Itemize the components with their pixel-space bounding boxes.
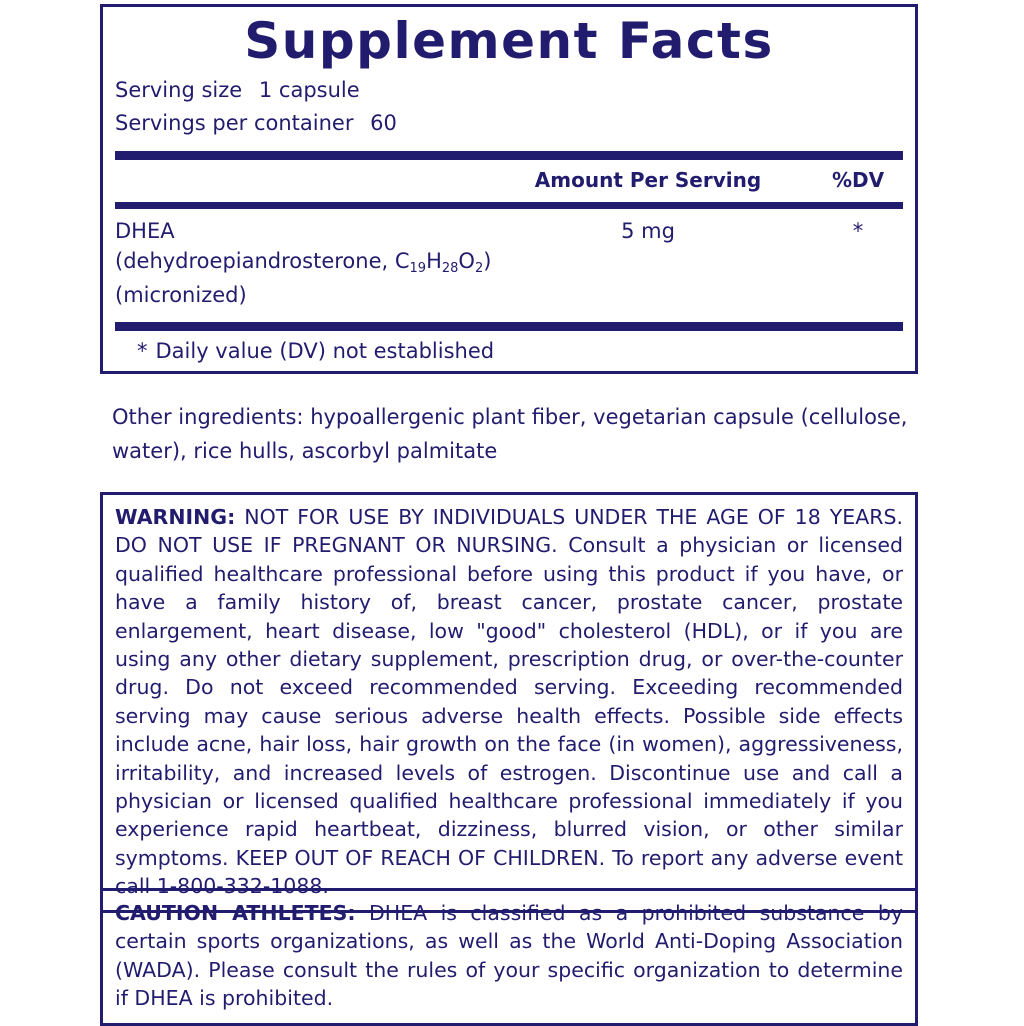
supplement-facts-panel	[100, 4, 918, 374]
chem-sub-1: 19	[409, 260, 427, 276]
nutrient-form: (micronized)	[115, 283, 247, 308]
serving-size-label: Serving size	[115, 77, 243, 102]
column-header-amount: Amount Per Serving	[534, 167, 762, 192]
footnote-star: *	[137, 338, 148, 363]
column-headers	[115, 160, 903, 198]
panel-title: Supplement Facts	[244, 12, 774, 70]
warning-box	[100, 492, 918, 913]
warning-lead: WARNING:	[115, 505, 236, 529]
table-row	[115, 209, 903, 243]
nutrient-dv: *	[852, 218, 864, 243]
column-header-dv: %DV	[831, 167, 885, 192]
divider-under-headers	[115, 202, 903, 209]
serving-size-row	[115, 74, 903, 108]
caution-text: DHEA is classified as a prohibited substance by certain sports organizations, as well as the World Anti-Doping Association (WADA). Please consult the rules of your specific organization to determine if DHEA is prohibited.	[115, 901, 903, 1011]
servings-per-container-row	[115, 107, 903, 141]
caution-athletes-box	[100, 888, 918, 1026]
warning-text: NOT FOR USE BY INDIVIDUALS UNDER THE AGE OF 18 YEARS. DO NOT USE IF PREGNANT OR NURSING. Consult a physician or licensed qualified healthcare professional before using this product if you have, or have a family history of, breast cancer, prostate cancer, prostate enlargement, heart disease, low "good" cholesterol (HDL), or if you are using any other dietary supplement, prescription drug, or over-the-counter drug. Do not exceed recommended serving. Exceeding recommended serving may cause serious adverse health effects. Possible side effects include acne, hair loss, hair growth on the face (in women), aggressiveness, irritability, and increased levels of estrogen. Discontinue use and call a physician or licensed qualified healthcare professional immediately if you experience rapid heartbeat, dizziness, blurred vision, or other similar symptoms. KEEP OUT OF REACH OF CHILDREN. To report any adverse event call 1-800-332-1088.	[115, 505, 903, 899]
servings-per-container-label: Servings per container	[115, 111, 354, 136]
footnote-text: Daily value (DV) not established	[155, 338, 495, 363]
chem-sub-2: 28	[441, 260, 459, 276]
caution-lead: CAUTION ATHLETES:	[115, 901, 356, 925]
serving-size-value: 1 capsule	[258, 77, 360, 102]
footnote-row	[115, 331, 903, 363]
nutrient-amount: 5 mg	[621, 218, 675, 243]
chem-prefix: (dehydroepiandrosterone, C	[115, 248, 410, 273]
nutrient-chemical-name	[115, 243, 903, 278]
nutrient-name: DHEA	[115, 218, 175, 243]
divider-thick-bottom	[115, 322, 903, 331]
divider-thick-top	[115, 151, 903, 160]
servings-per-container-value: 60	[370, 111, 397, 136]
chem-mid-2: O	[458, 248, 475, 273]
chem-mid-1: H	[426, 248, 442, 273]
warning-paragraph	[115, 503, 903, 900]
other-ingredients: Other ingredients: hypoallergenic plant fiber, vegetarian capsule (cellulose, water), rice hulls, ascorbyl palmitate	[112, 405, 908, 464]
caution-paragraph	[115, 899, 903, 1013]
chem-suffix: )	[483, 248, 492, 273]
chem-sub-3: 2	[474, 260, 484, 276]
